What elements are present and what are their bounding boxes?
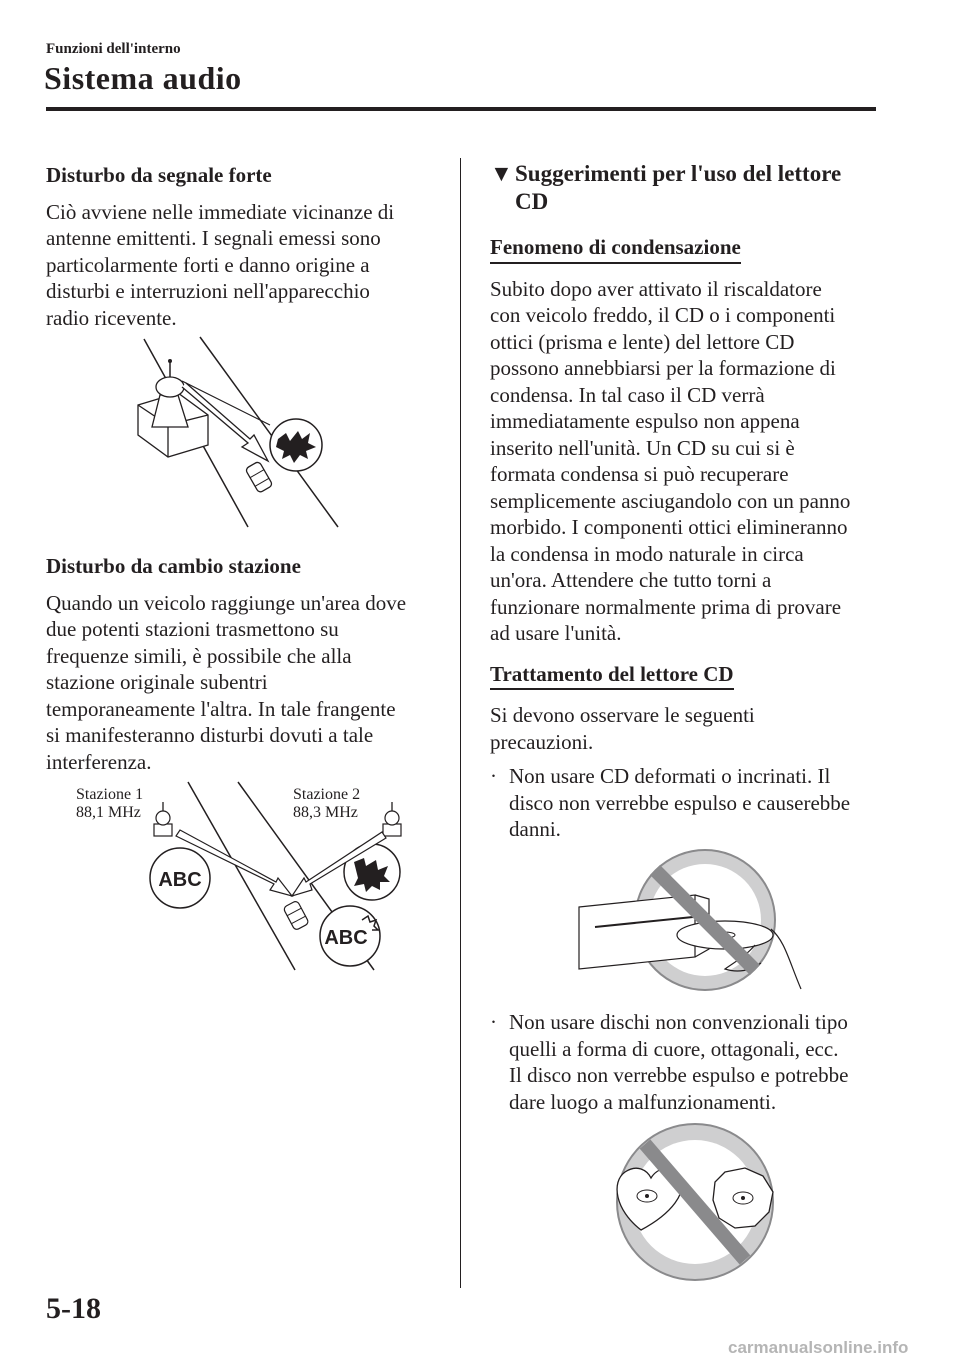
paragraph-cd-handling (490, 702, 885, 755)
text-line: Ciò avviene nelle immediate vicinanze di (46, 199, 395, 224)
bullet-icon: · (490, 764, 497, 788)
svg-text:ABC: ABC (324, 927, 368, 949)
text-line: precauzioni. (490, 729, 594, 754)
section-heading-line: Suggerimenti per l'uso del lettore (515, 161, 842, 186)
no-deformed-cd-illustration (575, 845, 805, 995)
header-rule (46, 107, 876, 111)
text-line: formata condensa si può recuperare (490, 462, 789, 486)
left-column-top (46, 162, 451, 331)
text-line: Si devono osservare le seguenti (490, 703, 755, 727)
text-line: inserito nell'unità. Un CD su cui si è (490, 435, 795, 460)
strong-signal-illustration (130, 335, 350, 535)
text-line: con veicolo freddo, il CD o i componenti (490, 303, 836, 327)
text-line: funzionare normalmente prima di provare (490, 594, 842, 619)
text-line: immediatamente espulso non appena (490, 409, 800, 433)
text-line: quelli a forma di cuore, ottagonali, ecc. (509, 1036, 839, 1061)
no-odd-shaped-disc-illustration (605, 1122, 785, 1282)
text-line: Quando un veicolo raggiunge un'area dove (46, 590, 407, 615)
chapter-label: Funzioni dell'interno (46, 41, 181, 57)
text-line: disturbi e interruzioni nell'apparecchio (46, 279, 370, 303)
heading-cd-handling: Trattamento del lettore CD (490, 661, 734, 691)
text-line: ad usare l'unità. (490, 621, 622, 645)
station-1-label (76, 786, 143, 822)
text-line: ottici (prisma e lente) del lettore CD (490, 329, 795, 354)
text-line: la condensa in modo naturale in circa (490, 541, 804, 566)
column-divider (460, 158, 461, 1288)
station-change-illustration (140, 780, 410, 975)
paragraph-strong-signal (46, 199, 451, 332)
text-line: stazione originale subentri (46, 670, 268, 694)
page-number: 5-18 (46, 1292, 101, 1325)
heading-station-change: Disturbo da cambio stazione (46, 554, 301, 578)
text-line: un'ora. Attendere che tutto torni a (490, 568, 772, 592)
text-line: interferenza. (46, 749, 152, 774)
right-column (490, 160, 885, 755)
text-line: morbido. I componenti ottici elimineranno (490, 515, 848, 539)
text-line: si manifesteranno disturbi dovuti a tale (46, 723, 374, 747)
bullet-text (509, 1009, 889, 1115)
triangle-down-icon: ▼ (490, 161, 513, 186)
text-line: frequenze simili, è possibile che alla (46, 643, 352, 668)
section-heading-line: CD (515, 189, 549, 214)
watermark[interactable]: carmanualsonline.info (728, 1338, 909, 1357)
heading-strong-signal: Disturbo da segnale forte (46, 163, 272, 187)
bullet-text (509, 763, 889, 843)
paragraph-station-change (46, 590, 451, 776)
text-line: antenne emittenti. I segnali emessi sono (46, 226, 381, 250)
paragraph-condensation (490, 276, 885, 647)
text-line: Il disco non verrebbe espulso e potrebbe (509, 1063, 849, 1087)
text-line: temporaneamente l'altra. In tale frangente (46, 696, 396, 721)
station-1-frequency: 88,1 MHz (76, 804, 141, 821)
text-line: particolarmente forti e danno origine a (46, 252, 370, 277)
text-line: radio ricevente. (46, 305, 177, 330)
station-2-name: Stazione 2 (293, 786, 361, 803)
bullet-icon: · (490, 1010, 497, 1034)
text-line: due potenti stazioni trasmettono su (46, 617, 339, 641)
text-line: Subito dopo aver attivato il riscaldatore (490, 276, 822, 301)
text-line: Non usare dischi non convenzionali tipo (509, 1010, 848, 1034)
section-heading-cd-tips (490, 160, 885, 216)
text-line: Non usare CD deformati o incrinati. Il (509, 764, 831, 788)
text-line: dare luogo a malfunzionamenti. (509, 1089, 777, 1114)
heading-condensation: Fenomeno di condensazione (490, 234, 741, 264)
page-title: Sistema audio (44, 60, 242, 96)
station-2-frequency: 88,3 MHz (293, 804, 358, 821)
text-line: semplicemente asciugandolo con un panno (490, 488, 851, 513)
text-line: disco non verrebbe espulso e causerebbe (509, 790, 851, 815)
svg-text:ABC: ABC (158, 869, 202, 891)
text-line: condensa. In tal caso il CD verrà (490, 382, 765, 407)
text-line: possono annebbiarsi per la formazione di (490, 356, 836, 380)
station-1-name: Stazione 1 (76, 786, 144, 803)
text-line: danni. (509, 817, 561, 841)
left-column-bottom (46, 553, 451, 775)
